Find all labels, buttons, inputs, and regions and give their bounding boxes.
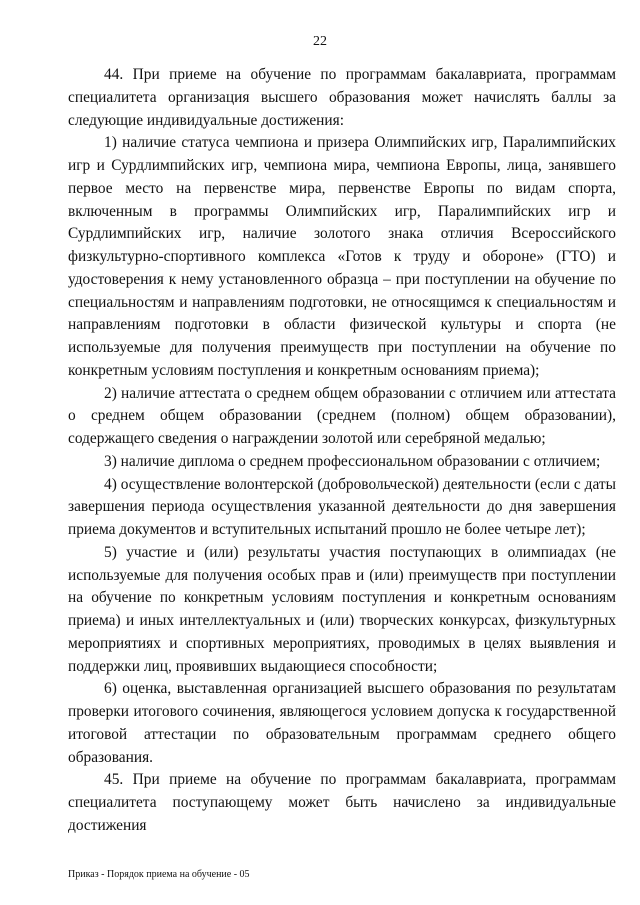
list-item-2: 2) наличие аттестата о среднем общем образовании с отличием или аттестата о среднем общем образовании (среднем (полном) общем образовании), содержащего сведения о награждении золотой или серебряной медалью; [68,384,616,447]
list-item-5: 5) участие и (или) результаты участия поступающих в олимпиадах (не используемые для получения особых прав и (или) преимуществ при поступлении на обучение по конкретным условиям поступления и конкретным основаниям приема) и иных интеллектуальных и (или) творческих конкурсах, физкультурных мероприятиях и спортивных мероприятиях, проводимых в целях выявления и поддержки лиц, проявивших выдающиеся способности; [68,543,616,675]
paragraph-45: 45. При приеме на обучение по программам бакалавриата, программам специалитета поступающему может быть начислено за индивидуальные достижения [68,771,616,834]
list-item-1: 1) наличие статуса чемпиона и призера Олимпийских игр, Паралимпийских игр и Сурдлимпийских игр, чемпиона мира, чемпиона Европы, лица, занявшего первое место на первенстве мира, первенстве Европы по видам спорта, включенным в программы Олимпийских игр, Паралимпийских игр и Сурдлимпийских игр, наличие золотого знака отличия Всероссийского физкультурно-спортивного комплекса «Готов к труду и обороне» (ГТО) и удостоверения к нему установленного образца – при поступлении на обучение по специальностям и направлениям подготовки, не относящимся к специальностям и направлениям подготовки в области физической культуры и спорта (не используемые для получения преимуществ при поступлении на обучение по конкретным условиям поступления и конкретным основаниям приема); [68,134,616,379]
list-item-6: 6) оценка, выставленная организацией высшего образования по результатам проверки итогового сочинения, являющегося условием допуска к государственной итоговой аттестации по образовательным программам среднего общего образования. [68,680,616,766]
document-body [68,64,616,838]
list-item-3: 3) наличие диплома о среднем профессиональном образовании с отличием; [104,452,601,470]
list-item-4: 4) осуществление волонтерской (добровольческой) деятельности (если с даты завершения периода осуществления указанной деятельности до дня завершения приема документов и вступительных испытаний прошло не более четыре лет); [68,475,616,538]
page-number: 22 [313,34,327,49]
paragraph-44-intro: 44. При приеме на обучение по программам бакалавриата, программам специалитета организация высшего образования может начислять баллы за следующие индивидуальные достижения: [68,66,616,129]
page-footer: Приказ - Порядок приема на обучение - 05 [68,869,250,880]
